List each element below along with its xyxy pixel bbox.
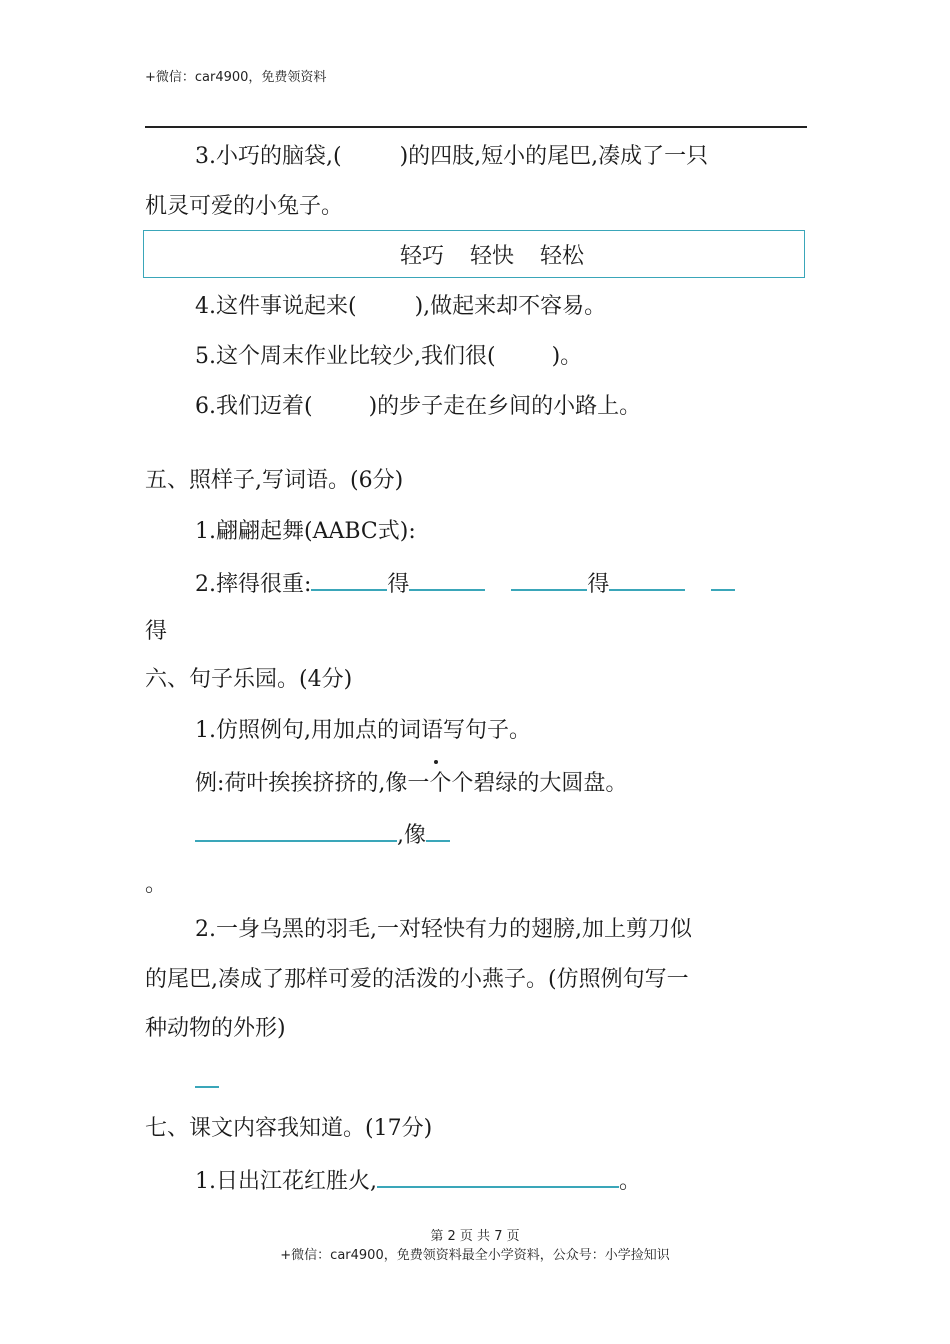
page-number: 第 2 页 共 7 页: [430, 1229, 520, 1244]
section6-title: 六、句子乐园。(4分): [145, 667, 353, 692]
q6-text-b: )的步子走在乡间的小路上。: [368, 394, 642, 419]
section7-item1: [195, 1164, 641, 1197]
emphasis-dot: [434, 760, 438, 764]
example-text-a: 例:荷叶挨挨挤挤的,: [195, 771, 386, 796]
section6-item2-line3: 种动物的外形): [145, 1016, 286, 1041]
blank-field[interactable]: [409, 567, 485, 591]
answer-blank[interactable]: [195, 818, 397, 842]
header-watermark: +微信：car4900，免费领资料: [145, 70, 327, 85]
q6-line: [195, 392, 641, 422]
q6-text-a: 6.我们迈着(: [195, 394, 313, 419]
section7-item1-end: 。: [618, 1169, 641, 1194]
answer-mid-text: ,像: [397, 823, 426, 848]
section5-item2-label: 2.摔得很重:: [195, 572, 312, 597]
footer-note: +微信：car4900，免费领资料最全小学资料，公众号：小学捡知识: [280, 1248, 670, 1263]
section6-period: 。: [145, 872, 168, 897]
section6-item1: 1.仿照例句,用加点的词语写句子。: [195, 718, 531, 743]
q5-line: [195, 342, 582, 372]
example-text-b: 一个个碧绿的大圆盘。: [407, 771, 628, 796]
q3-line1: [195, 142, 708, 172]
blank-field[interactable]: [711, 567, 735, 591]
section7-title: 七、课文内容我知道。(17分): [145, 1116, 433, 1141]
q4-line: [195, 292, 606, 322]
q4-text-b: ),做起来却不容易。: [414, 294, 607, 319]
section5-wrap: 得: [145, 619, 168, 644]
word-option: 轻松: [540, 244, 585, 269]
q4-text-a: 4.这件事说起来(: [195, 294, 357, 319]
section5-item2: [195, 567, 735, 600]
q5-text-a: 5.这个周末作业比较少,我们很(: [195, 344, 496, 369]
section7-item1-text: 1.日出江花红胜火,: [195, 1169, 377, 1194]
section6-example: [195, 769, 627, 799]
de-char: 得: [587, 572, 610, 597]
section6-item2-line2: 的尾巴,凑成了那样可爱的活泼的小燕子。(仿照例句写一: [145, 967, 689, 992]
section6-item2-answer: [195, 1064, 219, 1097]
blank-field[interactable]: [511, 567, 587, 591]
q3-text-a: 3.小巧的脑袋,(: [195, 144, 342, 169]
blank-field[interactable]: [609, 567, 685, 591]
section5-title: 五、照样子,写词语。(6分): [145, 468, 404, 493]
answer-blank[interactable]: [426, 818, 450, 842]
answer-blank[interactable]: [377, 1164, 619, 1188]
blank-field[interactable]: [311, 567, 387, 591]
section5-item1: 1.翩翩起舞(AABC式):: [195, 519, 416, 544]
q3-line2: 机灵可爱的小兔子。: [145, 194, 344, 219]
q3-text-b: )的四肢,短小的尾巴,凑成了一只: [399, 144, 709, 169]
word-option: 轻巧: [400, 244, 445, 269]
header-rule: [145, 126, 807, 128]
word-box-words: [400, 242, 610, 272]
section6-item2-line1: 2.一身乌黑的羽毛,一对轻快有力的翅膀,加上剪刀似: [195, 917, 692, 942]
example-dotted-word: 像: [385, 771, 408, 796]
answer-blank[interactable]: [195, 1064, 219, 1088]
de-char: 得: [387, 572, 410, 597]
q5-text-b: )。: [551, 344, 583, 369]
section6-answer-line: [195, 818, 450, 851]
word-option: 轻快: [470, 244, 515, 269]
